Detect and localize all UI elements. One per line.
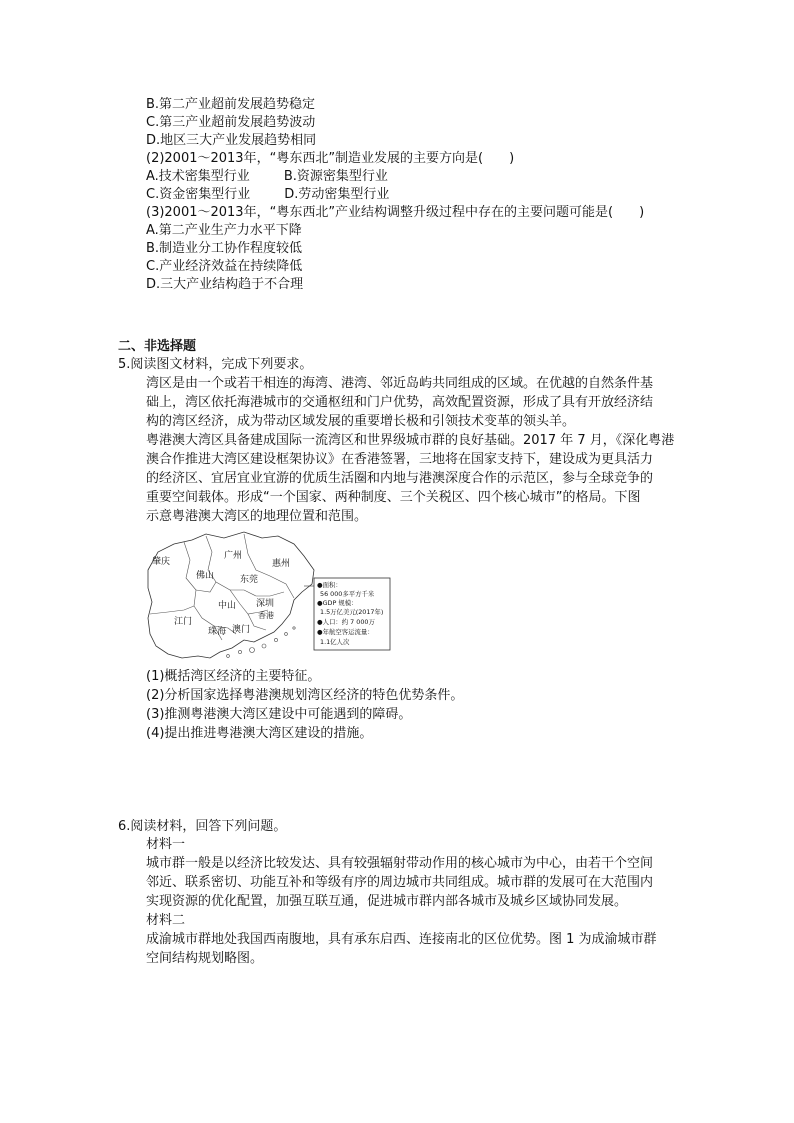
q4-sub3-option-c: C.产业经济效益在持续降低 xyxy=(146,259,303,274)
legend-gdp-label: ●GDP 规模： xyxy=(317,599,358,607)
q6-material2-line1: 成渝城市群地处我国西南腹地，具有承东启西、连接南北的区位优势。图 1 为成渝城市群 xyxy=(146,932,657,947)
city-zhuhai: 珠海 xyxy=(208,627,227,637)
q6-material1-line3: 实现资源的优化配置，加强互联互通，促进城市群内部各城市及城乡区域协同发展。 xyxy=(146,894,628,909)
q4-sub3-option-a: A.第二产业生产力水平下降 xyxy=(146,223,302,238)
q6-stem: 6.阅读材料，回答下列问题。 xyxy=(118,819,287,834)
city-foshan: 佛山 xyxy=(196,571,215,581)
q6-material2-label: 材料二 xyxy=(146,913,186,928)
q6-material1-line1: 城市群一般是以经济比较发达、具有较强辐射带动作用的核心城市为中心，由若干个空间 xyxy=(146,856,654,871)
q6-material1-line2: 邻近、联系密切、功能互补和等级有序的周边城市共同组成。城市群的发展可在大范围内 xyxy=(146,875,654,890)
q5-question-2: (2)分析国家选择粤港澳规划湾区经济的特色优势条件。 xyxy=(146,688,464,703)
city-jiangmen: 江门 xyxy=(174,617,193,627)
city-hongkong: 香港 xyxy=(258,611,274,620)
q5-question-3: (3)推测粤港澳大湾区建设中可能遇到的障碍。 xyxy=(146,707,412,722)
q6-material2-line2: 空间结构规划略图。 xyxy=(146,951,264,966)
q5-para1-line1: 湾区是由一个或若干相连的海湾、港湾、邻近岛屿共同组成的区域。在优越的自然条件基 xyxy=(146,376,654,391)
city-zhaoqing: 肇庆 xyxy=(152,557,171,567)
q4-sub2-option-d: D.劳动密集型行业 xyxy=(284,187,390,202)
q4-sub2-option-a: A.技术密集型行业 xyxy=(146,169,250,184)
q5-para2-line5: 示意粤港澳大湾区的地理位置和范围。 xyxy=(146,509,368,524)
q5-question-1: (1)概括湾区经济的主要特征。 xyxy=(146,669,321,684)
q5-para1-line2: 础上，湾区依托海港城市的交通枢纽和门户优势，高效配置资源，形成了具有开放经济结 xyxy=(146,395,654,410)
city-zhongshan: 中山 xyxy=(218,601,237,611)
legend-area-label: ●面积： xyxy=(317,581,342,589)
q6-material1-label: 材料一 xyxy=(146,837,186,852)
q4-sub2-stem: (2)2001～2013年，“粤东西北”制造业发展的主要方向是( ) xyxy=(146,151,515,166)
section-heading: 二、非选择题 xyxy=(118,339,197,354)
q4-option-d: D.地区三大产业发展趋势相同 xyxy=(146,133,317,148)
city-guangzhou: 广州 xyxy=(224,551,243,561)
bay-area-map xyxy=(144,530,394,662)
q4-sub3-option-b: B.制造业分工协作程度较低 xyxy=(146,241,303,256)
legend-air-traffic-value: 1.1亿人次 xyxy=(320,638,350,646)
q4-sub3-stem: (3)2001～2013年，“粤东西北”产业结构调整升级过程中存在的主要问题可能是( ) xyxy=(146,205,645,220)
city-huizhou: 惠州 xyxy=(272,559,291,569)
q4-sub2-option-b: B.资源密集型行业 xyxy=(283,169,388,184)
q4-option-b: B.第二产业超前发展趋势稳定 xyxy=(146,97,316,112)
legend-area-value: 56 000多平方千米 xyxy=(320,590,375,598)
q4-option-c: C.第三产业超前发展趋势波动 xyxy=(146,115,316,130)
legend-air-traffic-label: ●年航空客运流量： xyxy=(317,628,374,636)
q4-sub2-options-row2 xyxy=(146,186,389,204)
legend-population: ●人口：约 7 000万 xyxy=(317,618,375,626)
q5-para2-line4: 重要空间载体。形成“一个国家、两种制度、三个关税区、四个核心城市”的格局。下图 xyxy=(146,490,641,505)
q5-stem: 5.阅读图文材料，完成下列要求。 xyxy=(118,357,313,372)
city-macau: 澳门 xyxy=(232,625,251,635)
legend-gdp-value: 1.5万亿美元(2017年) xyxy=(320,608,384,616)
q4-sub3-option-d: D.三大产业结构趋于不合理 xyxy=(146,277,304,292)
q5-question-4: (4)提出推进粤港澳大湾区建设的措施。 xyxy=(146,726,373,741)
city-shenzhen: 深圳 xyxy=(256,599,275,609)
city-dongguan: 东莞 xyxy=(240,575,259,585)
q5-para1-line3: 构的湾区经济，成为带动区域发展的重要增长极和引领技术变革的领头羊。 xyxy=(146,414,576,429)
q4-sub2-options-row1 xyxy=(146,168,388,186)
q5-para2-line2: 澳合作推进大湾区建设框架协议》在香港签署，三地将在国家支持下，建设成为更具活力 xyxy=(146,452,654,467)
q5-para2-line3: 的经济区、宜居宜业宜游的优质生活圈和内地与港澳深度合作的示范区，参与全球竞争的 xyxy=(146,471,654,486)
q5-para2-line1: 粤港澳大湾区具备建成国际一流湾区和世界级城市群的良好基础。2017 年 7 月，《深化粤港 xyxy=(146,433,675,448)
q4-sub2-option-c: C.资金密集型行业 xyxy=(146,187,251,202)
